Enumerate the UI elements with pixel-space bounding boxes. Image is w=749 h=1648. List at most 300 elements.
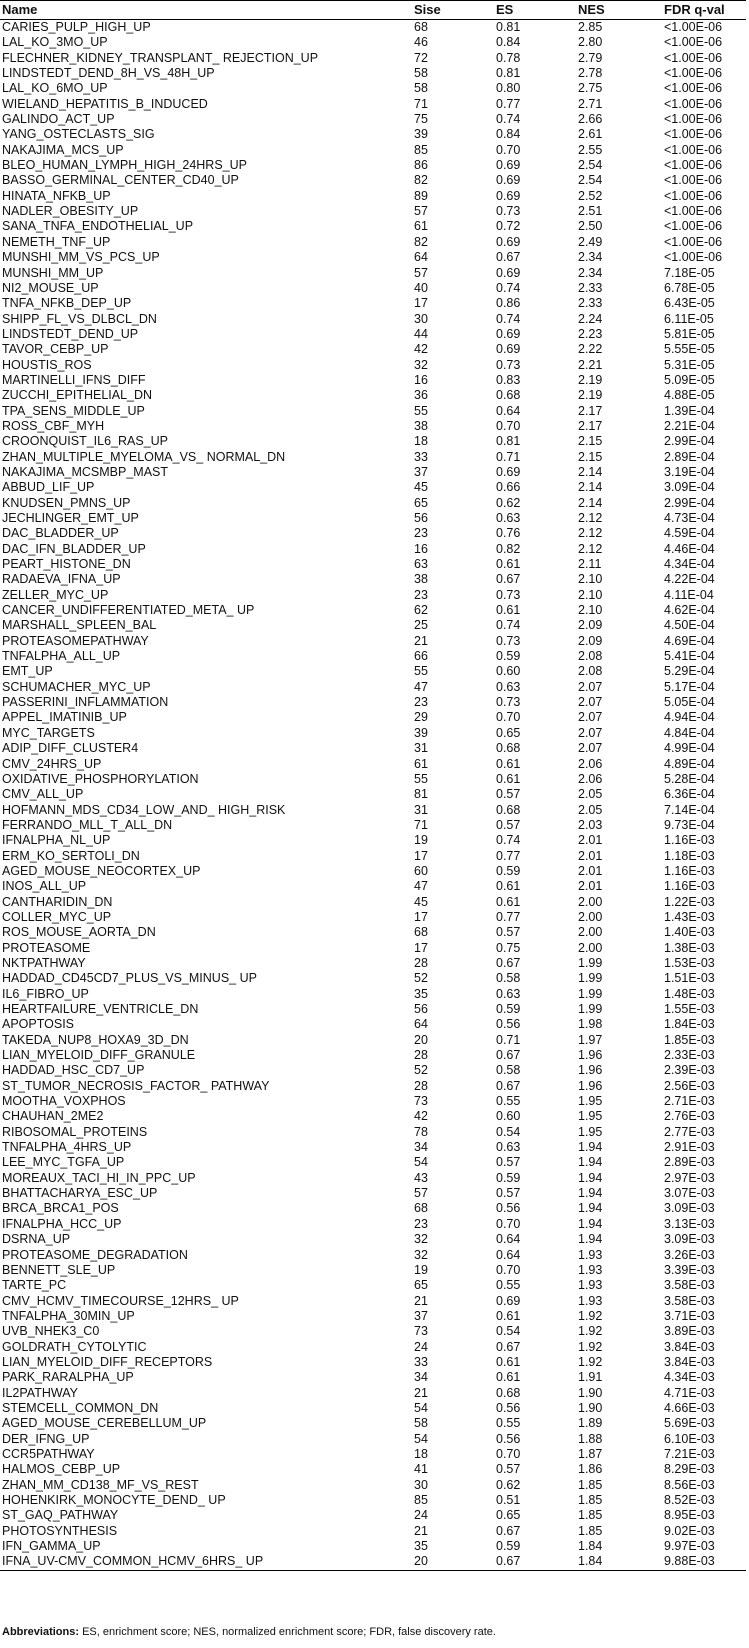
- cell-name: ROSS_CBF_MYH: [2, 418, 105, 433]
- cell-es: 0.69: [496, 173, 521, 188]
- cell-es: 0.68: [496, 802, 521, 817]
- cell-name: PROTEASOME_DEGRADATION: [2, 1247, 188, 1262]
- cell-name: ADIP_DIFF_CLUSTER4: [2, 741, 139, 756]
- cell-nes: 2.34: [578, 265, 603, 280]
- cell-name: MARSHALL_SPLEEN_BAL: [2, 618, 157, 633]
- table-row: [0, 680, 746, 695]
- cell-size: 25: [414, 618, 428, 633]
- cell-size: 68: [414, 1201, 428, 1216]
- table-row: [0, 465, 746, 480]
- cell-name: CHAUHAN_2ME2: [2, 1109, 104, 1124]
- footnote-label: Abbreviations:: [2, 1626, 80, 1638]
- cell-name: HINATA_NFKB_UP: [2, 188, 111, 203]
- cell-fdr: <1.00E-06: [664, 250, 723, 265]
- cell-nes: 2.03: [578, 817, 603, 832]
- cell-es: 0.84: [496, 35, 521, 50]
- cell-nes: 2.00: [578, 894, 603, 909]
- cell-nes: 2.22: [578, 342, 603, 357]
- cell-size: 71: [414, 96, 428, 111]
- cell-fdr: 2.39E-03: [664, 1063, 715, 1078]
- cell-size: 64: [414, 1017, 428, 1032]
- cell-size: 21: [414, 633, 428, 648]
- cell-name: MARTINELLI_IFNS_DIFF: [2, 372, 146, 387]
- cell-nes: 2.00: [578, 940, 603, 955]
- cell-nes: 1.85: [578, 1477, 603, 1492]
- cell-name: PASSERINI_INFLAMMATION: [2, 695, 169, 710]
- cell-name: PROTEASOMEPATHWAY: [2, 633, 149, 648]
- table-row: [0, 342, 746, 357]
- cell-size: 21: [414, 1385, 428, 1400]
- cell-nes: 2.21: [578, 357, 603, 372]
- cell-fdr: 4.88E-05: [664, 388, 715, 403]
- cell-size: 58: [414, 1416, 428, 1431]
- cell-size: 52: [414, 971, 428, 986]
- cell-fdr: 5.69E-03: [664, 1416, 715, 1431]
- cell-fdr: 1.16E-03: [664, 863, 715, 878]
- cell-name: HADDAD_CD45CD7_PLUS_VS_MINUS_ UP: [2, 971, 257, 986]
- cell-es: 0.74: [496, 618, 521, 633]
- table-row: [0, 1201, 746, 1216]
- cell-name: GOLDRATH_CYTOLYTIC: [2, 1339, 147, 1354]
- cell-es: 0.60: [496, 664, 521, 679]
- cell-nes: 2.61: [578, 127, 603, 142]
- cell-es: 0.72: [496, 219, 521, 234]
- cell-es: 0.61: [496, 1354, 521, 1369]
- cell-nes: 1.99: [578, 971, 603, 986]
- cell-nes: 1.94: [578, 1232, 603, 1247]
- cell-name: RADAEVA_IFNA_UP: [2, 572, 121, 587]
- cell-es: 0.67: [496, 1339, 521, 1354]
- cell-size: 47: [414, 879, 428, 894]
- cell-nes: 1.94: [578, 1216, 603, 1231]
- cell-es: 0.74: [496, 280, 521, 295]
- cell-nes: 2.15: [578, 449, 603, 464]
- header-nes: NES: [578, 1, 664, 20]
- header-es: ES: [496, 1, 578, 20]
- cell-nes: 1.89: [578, 1416, 603, 1431]
- cell-es: 0.63: [496, 986, 521, 1001]
- cell-fdr: 4.99E-04: [664, 741, 715, 756]
- cell-fdr: <1.00E-06: [664, 112, 723, 127]
- cell-nes: 2.85: [578, 20, 603, 34]
- cell-nes: 1.97: [578, 1032, 603, 1047]
- table-row: [0, 1508, 746, 1523]
- cell-name: PARK_RARALPHA_UP: [2, 1370, 134, 1385]
- table-row: [0, 66, 746, 81]
- cell-nes: 2.01: [578, 833, 603, 848]
- cell-name: JECHLINGER_EMT_UP: [2, 511, 139, 525]
- cell-fdr: 1.43E-03: [664, 909, 715, 924]
- cell-es: 0.73: [496, 695, 521, 710]
- cell-size: 40: [414, 280, 428, 295]
- cell-es: 0.58: [496, 971, 521, 986]
- cell-size: 23: [414, 587, 428, 602]
- cell-es: 0.71: [496, 449, 521, 464]
- cell-fdr: 1.22E-03: [664, 894, 715, 909]
- cell-nes: 2.08: [578, 649, 603, 664]
- table-row: [0, 649, 746, 664]
- table-row: [0, 173, 746, 188]
- cell-es: 0.69: [496, 1293, 521, 1308]
- cell-name: DAC_IFN_BLADDER_UP: [2, 541, 146, 556]
- cell-es: 0.77: [496, 96, 521, 111]
- cell-nes: 1.99: [578, 986, 603, 1001]
- cell-fdr: 4.69E-04: [664, 633, 715, 648]
- cell-size: 16: [414, 372, 428, 387]
- cell-es: 0.55: [496, 1416, 521, 1431]
- cell-nes: 1.93: [578, 1278, 603, 1293]
- cell-es: 0.68: [496, 388, 521, 403]
- cell-fdr: 2.89E-04: [664, 449, 715, 464]
- cell-es: 0.83: [496, 372, 521, 387]
- cell-nes: 2.33: [578, 280, 603, 295]
- cell-fdr: <1.00E-06: [664, 204, 723, 219]
- cell-fdr: 5.31E-05: [664, 357, 715, 372]
- table-row: [0, 895, 746, 910]
- table-row: [0, 818, 746, 833]
- cell-fdr: 4.71E-03: [664, 1385, 715, 1400]
- cell-name: NEMETH_TNF_UP: [2, 234, 111, 249]
- cell-nes: 2.10: [578, 572, 603, 587]
- cell-size: 32: [414, 357, 428, 372]
- table-row: [0, 419, 746, 434]
- cell-es: 0.67: [496, 1078, 521, 1093]
- header-name: Name: [0, 1, 414, 20]
- table-row: [0, 1079, 746, 1094]
- cell-fdr: 4.34E-03: [664, 1370, 715, 1385]
- cell-name: APOPTOSIS: [2, 1017, 75, 1032]
- table-row: [0, 266, 746, 281]
- cell-name: MYC_TARGETS: [2, 725, 95, 740]
- table-row: [0, 1416, 746, 1431]
- cell-size: 17: [414, 909, 428, 924]
- cell-nes: 1.92: [578, 1339, 603, 1354]
- cell-size: 28: [414, 1048, 428, 1063]
- cell-name: PEART_HISTONE_DN: [2, 557, 131, 572]
- table-row: [0, 603, 746, 618]
- table-row: [0, 81, 746, 96]
- cell-size: 17: [414, 940, 428, 955]
- cell-es: 0.69: [496, 265, 521, 280]
- cell-es: 0.57: [496, 787, 521, 802]
- cell-fdr: 5.55E-05: [664, 342, 715, 357]
- cell-fdr: 4.59E-04: [664, 526, 715, 541]
- table-row: [0, 1294, 746, 1309]
- cell-size: 64: [414, 250, 428, 265]
- header-fdr: FDR q-val: [664, 1, 746, 20]
- cell-size: 47: [414, 679, 428, 694]
- cell-es: 0.65: [496, 725, 521, 740]
- cell-size: 72: [414, 50, 428, 65]
- cell-nes: 2.00: [578, 909, 603, 924]
- cell-name: IFN_GAMMA_UP: [2, 1539, 101, 1554]
- cell-fdr: <1.00E-06: [664, 96, 723, 111]
- cell-es: 0.69: [496, 342, 521, 357]
- cell-es: 0.67: [496, 955, 521, 970]
- cell-nes: 1.86: [578, 1462, 603, 1477]
- cell-nes: 2.09: [578, 618, 603, 633]
- table-row: [0, 1462, 746, 1477]
- cell-nes: 1.93: [578, 1262, 603, 1277]
- cell-nes: 2.14: [578, 495, 603, 510]
- cell-es: 0.73: [496, 204, 521, 219]
- cell-size: 41: [414, 1462, 428, 1477]
- cell-nes: 1.94: [578, 1201, 603, 1216]
- cell-nes: 2.07: [578, 741, 603, 756]
- cell-nes: 1.85: [578, 1493, 603, 1507]
- cell-es: 0.65: [496, 1508, 521, 1523]
- cell-fdr: 2.71E-03: [664, 1094, 715, 1109]
- cell-size: 39: [414, 725, 428, 740]
- cell-es: 0.74: [496, 112, 521, 127]
- table-row: [0, 1109, 746, 1124]
- cell-fdr: 7.14E-04: [664, 802, 715, 817]
- table-body: [0, 20, 746, 1571]
- cell-nes: 1.90: [578, 1385, 603, 1400]
- cell-es: 0.81: [496, 66, 521, 81]
- cell-fdr: 1.53E-03: [664, 955, 715, 970]
- cell-nes: 2.34: [578, 250, 603, 265]
- cell-es: 0.86: [496, 296, 521, 311]
- cell-name: OXIDATIVE_PHOSPHORYLATION: [2, 771, 199, 786]
- cell-fdr: 4.46E-04: [664, 541, 715, 556]
- cell-size: 24: [414, 1508, 428, 1523]
- table-row: [0, 1017, 746, 1032]
- cell-fdr: 6.11E-05: [664, 311, 714, 326]
- cell-es: 0.63: [496, 679, 521, 694]
- table-row: [0, 1493, 746, 1508]
- cell-name: MOOTHA_VOXPHOS: [2, 1094, 126, 1109]
- table-row: [0, 1432, 746, 1447]
- cell-nes: 1.92: [578, 1308, 603, 1323]
- table-row: [0, 726, 746, 741]
- cell-nes: 1.96: [578, 1078, 603, 1093]
- cell-es: 0.56: [496, 1400, 521, 1415]
- cell-name: PROTEASOME: [2, 940, 91, 955]
- cell-nes: 2.50: [578, 219, 603, 234]
- cell-size: 57: [414, 204, 428, 219]
- cell-name: LAL_KO_3MO_UP: [2, 35, 108, 50]
- table-header: [0, 1, 746, 20]
- cell-fdr: 4.34E-04: [664, 557, 715, 572]
- cell-name: IFNALPHA_NL_UP: [2, 833, 111, 848]
- cell-nes: 1.85: [578, 1523, 603, 1538]
- cell-fdr: 1.39E-04: [664, 403, 715, 418]
- cell-nes: 2.24: [578, 311, 603, 326]
- cell-size: 65: [414, 1278, 428, 1293]
- cell-name: CMV_HCMV_TIMECOURSE_12HRS_ UP: [2, 1293, 239, 1308]
- table-row: [0, 1340, 746, 1355]
- cell-es: 0.73: [496, 587, 521, 602]
- cell-es: 0.70: [496, 142, 521, 157]
- cell-size: 35: [414, 1539, 428, 1554]
- cell-nes: 2.71: [578, 96, 603, 111]
- table-row: [0, 496, 746, 511]
- table-row: [0, 1263, 746, 1278]
- table-row: [0, 35, 746, 50]
- table-row: [0, 1155, 746, 1170]
- abbreviations-footnote: [2, 1625, 742, 1639]
- table-row: [0, 1554, 746, 1570]
- cell-name: FLECHNER_KIDNEY_TRANSPLANT_ REJECTION_UP: [2, 50, 319, 65]
- cell-name: BHATTACHARYA_ESC_UP: [2, 1186, 158, 1201]
- cell-fdr: 6.36E-04: [664, 787, 715, 802]
- cell-es: 0.61: [496, 1370, 521, 1385]
- cell-name: ZUCCHI_EPITHELIAL_DN: [2, 388, 153, 403]
- cell-fdr: <1.00E-06: [664, 158, 723, 173]
- cell-size: 56: [414, 1002, 428, 1016]
- cell-es: 0.61: [496, 756, 521, 771]
- cell-name: RIBOSOMAL_PROTEINS: [2, 1124, 148, 1139]
- cell-size: 30: [414, 311, 428, 326]
- cell-size: 28: [414, 955, 428, 970]
- cell-size: 38: [414, 572, 428, 587]
- cell-nes: 1.94: [578, 1170, 603, 1185]
- cell-size: 18: [414, 434, 428, 449]
- table-row: [0, 1478, 746, 1493]
- cell-size: 32: [414, 1232, 428, 1247]
- table-row: [0, 1002, 746, 1017]
- cell-es: 0.81: [496, 434, 521, 449]
- cell-fdr: 7.18E-05: [664, 265, 715, 280]
- cell-fdr: <1.00E-06: [664, 127, 723, 142]
- cell-nes: 1.96: [578, 1063, 603, 1078]
- table-row: [0, 143, 746, 158]
- cell-fdr: 5.41E-04: [664, 649, 715, 664]
- cell-nes: 2.10: [578, 587, 603, 602]
- table-row: [0, 158, 746, 173]
- cell-nes: 2.79: [578, 50, 603, 65]
- table-row: [0, 542, 746, 557]
- table-row: [0, 1370, 746, 1385]
- table-row: [0, 634, 746, 649]
- cell-size: 17: [414, 848, 428, 863]
- cell-es: 0.60: [496, 1109, 521, 1124]
- cell-nes: 2.54: [578, 158, 603, 173]
- cell-name: CANTHARIDIN_DN: [2, 894, 113, 909]
- cell-fdr: 2.76E-03: [664, 1109, 715, 1124]
- cell-fdr: 5.81E-05: [664, 326, 715, 341]
- table-row: [0, 710, 746, 725]
- table-row: [0, 787, 746, 802]
- cell-nes: 2.55: [578, 142, 603, 157]
- cell-es: 0.57: [496, 1462, 521, 1477]
- cell-size: 61: [414, 756, 428, 771]
- cell-size: 24: [414, 1339, 428, 1354]
- cell-es: 0.58: [496, 1063, 521, 1078]
- cell-fdr: <1.00E-06: [664, 81, 723, 96]
- cell-es: 0.73: [496, 357, 521, 372]
- cell-name: EMT_UP: [2, 664, 53, 679]
- cell-es: 0.69: [496, 188, 521, 203]
- cell-fdr: 3.07E-03: [664, 1186, 715, 1201]
- cell-name: INOS_ALL_UP: [2, 879, 87, 894]
- cell-name: ST_GAQ_PATHWAY: [2, 1508, 119, 1523]
- cell-es: 0.66: [496, 480, 521, 495]
- cell-name: SANA_TNFA_ENDOTHELIAL_UP: [2, 219, 194, 234]
- cell-fdr: 7.21E-03: [664, 1446, 715, 1461]
- cell-es: 0.74: [496, 833, 521, 848]
- cell-es: 0.81: [496, 20, 521, 34]
- cell-es: 0.73: [496, 633, 521, 648]
- cell-nes: 1.95: [578, 1109, 603, 1124]
- cell-fdr: <1.00E-06: [664, 35, 723, 50]
- cell-size: 73: [414, 1324, 428, 1339]
- cell-name: TNFALPHA_30MIN_UP: [2, 1308, 135, 1323]
- cell-name: YANG_OSTECLASTS_SIG: [2, 127, 155, 142]
- cell-fdr: 5.28E-04: [664, 771, 715, 786]
- cell-fdr: 2.56E-03: [664, 1078, 715, 1093]
- cell-es: 0.62: [496, 495, 521, 510]
- cell-nes: 2.10: [578, 603, 603, 618]
- cell-es: 0.61: [496, 894, 521, 909]
- cell-fdr: 5.17E-04: [664, 679, 715, 694]
- cell-size: 28: [414, 1078, 428, 1093]
- table-row: [0, 281, 746, 296]
- cell-name: TAVOR_CEBP_UP: [2, 342, 109, 357]
- cell-nes: 1.94: [578, 1140, 603, 1155]
- table-row: [0, 511, 746, 526]
- cell-name: NKTPATHWAY: [2, 955, 86, 970]
- cell-nes: 2.23: [578, 326, 603, 341]
- cell-fdr: 4.84E-04: [664, 725, 715, 740]
- cell-es: 0.56: [496, 1431, 521, 1446]
- cell-size: 75: [414, 112, 428, 127]
- cell-es: 0.57: [496, 1186, 521, 1201]
- cell-name: STEMCELL_COMMON_DN: [2, 1400, 159, 1415]
- cell-size: 45: [414, 480, 428, 495]
- cell-name: TNFA_NFKB_DEP_UP: [2, 296, 132, 311]
- table-row: [0, 434, 746, 449]
- cell-fdr: 1.85E-03: [664, 1032, 715, 1047]
- cell-nes: 1.92: [578, 1324, 603, 1339]
- table-row: [0, 849, 746, 864]
- cell-fdr: 2.33E-03: [664, 1048, 715, 1063]
- table-row: [0, 250, 746, 265]
- cell-fdr: 3.19E-04: [664, 464, 715, 479]
- cell-name: TAKEDA_NUP8_HOXA9_3D_DN: [2, 1032, 189, 1047]
- cell-size: 57: [414, 1186, 428, 1201]
- table-row: [0, 51, 746, 66]
- cell-es: 0.70: [496, 710, 521, 725]
- cell-es: 0.69: [496, 234, 521, 249]
- cell-name: LINDSTEDT_DEND_UP: [2, 326, 139, 341]
- cell-nes: 2.17: [578, 403, 603, 418]
- cell-size: 58: [414, 81, 428, 96]
- table-row: [0, 1324, 746, 1339]
- cell-es: 0.80: [496, 81, 521, 96]
- cell-nes: 2.12: [578, 526, 603, 541]
- cell-name: CANCER_UNDIFFERENTIATED_META_ UP: [2, 603, 255, 618]
- cell-name: AGED_MOUSE_CEREBELLUM_UP: [2, 1416, 207, 1431]
- table-row: [0, 1125, 746, 1140]
- cell-es: 0.75: [496, 940, 521, 955]
- table-row: [0, 358, 746, 373]
- cell-name: LIAN_MYELOID_DIFF_RECEPTORS: [2, 1354, 213, 1369]
- cell-es: 0.59: [496, 1002, 521, 1016]
- cell-fdr: 2.77E-03: [664, 1124, 715, 1139]
- cell-name: SCHUMACHER_MYC_UP: [2, 679, 151, 694]
- cell-fdr: 3.26E-03: [664, 1247, 715, 1262]
- cell-size: 62: [414, 603, 428, 618]
- cell-nes: 2.07: [578, 695, 603, 710]
- cell-size: 16: [414, 541, 428, 556]
- cell-fdr: 3.09E-04: [664, 480, 715, 495]
- cell-nes: 2.07: [578, 725, 603, 740]
- cell-name: ROS_MOUSE_AORTA_DN: [2, 925, 156, 940]
- cell-name: ZHAN_MULTIPLE_MYELOMA_VS_ NORMAL_DN: [2, 449, 286, 464]
- cell-size: 30: [414, 1477, 428, 1492]
